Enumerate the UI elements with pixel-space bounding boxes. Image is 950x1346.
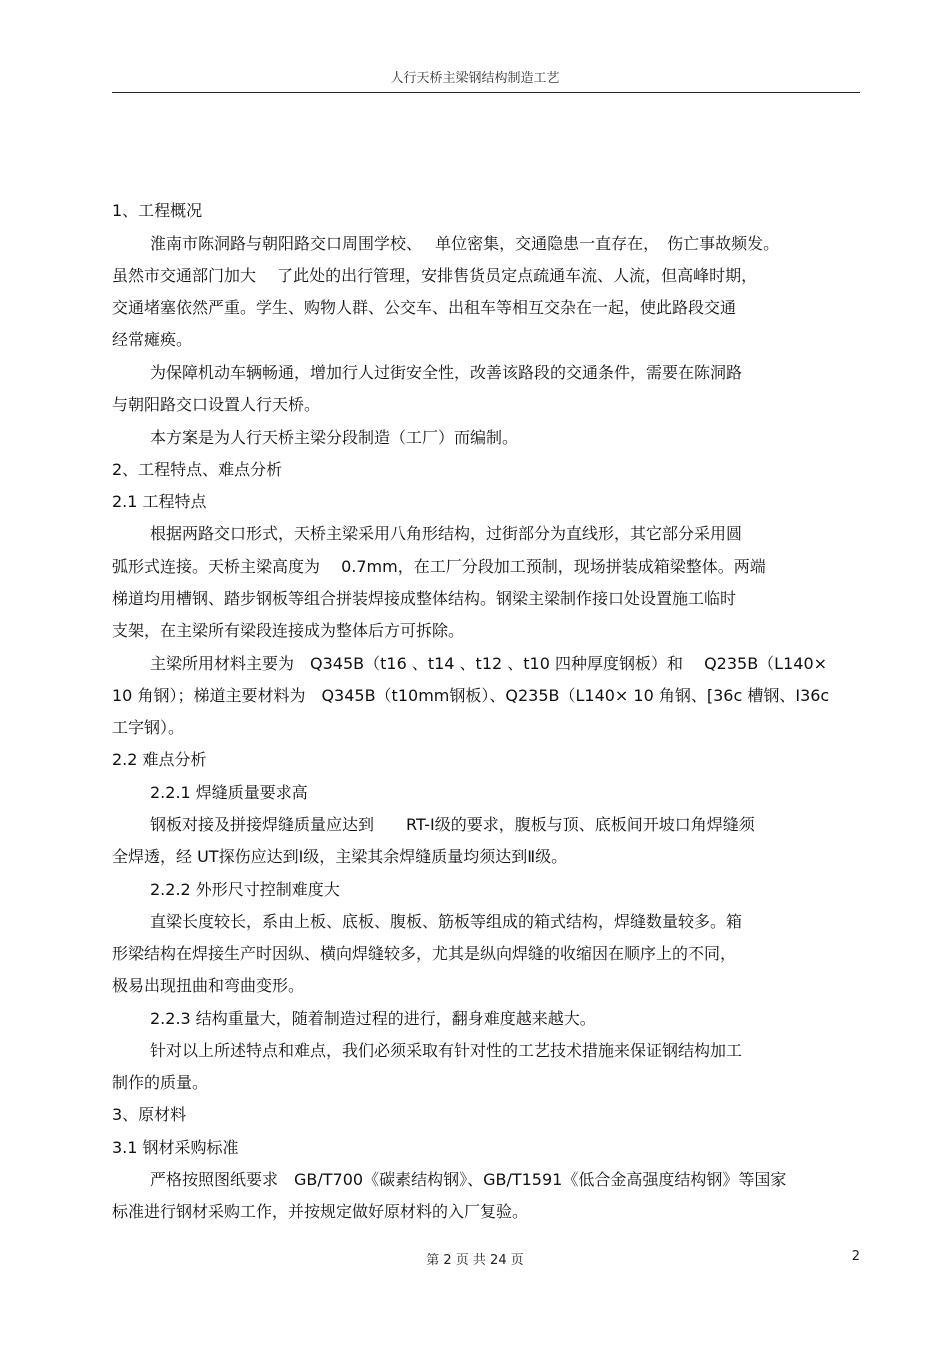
paragraph-line: 支架，在主梁所有梁段连接成为整体后方可拆除。	[112, 621, 465, 640]
subsubsection-heading: 2.2.2 外形尺寸控制难度大	[150, 880, 340, 899]
subsection-heading: 2.2 难点分析	[112, 750, 207, 769]
paragraph-line: 工字钢）。	[112, 718, 185, 737]
paragraph-line: 10 角钢）；梯道主要材料为 Q345B（t10mm钢板）、Q235B（L140× 10 角钢、[36c 槽钢、I36c	[112, 686, 830, 705]
paragraph-line: 为保障机动车辆畅通，增加行人过街安全性，改善该路段的交通条件，需要在陈洞路	[150, 363, 743, 382]
paragraph-line: 制作的质量。	[112, 1073, 209, 1092]
page-counter: 第 2 页 共 24 页	[426, 1253, 524, 1268]
paragraph-line: 形梁结构在焊接生产时因纵、横向焊缝较多，尤其是纵向焊缝的收缩因在顺序上的不同，	[112, 944, 737, 963]
paragraph-line: 全焊透，经 UT探伤应达到Ⅰ级，主梁其余焊缝质量均须达到Ⅱ级。	[112, 847, 568, 866]
header-divider	[112, 92, 860, 93]
paragraph-line: 针对以上所述特点和难点，我们必须采取有针对性的工艺技术措施来保证钢结构加工	[150, 1041, 743, 1060]
section-heading: 3、原材料	[112, 1105, 187, 1124]
paragraph-line: 与朝阳路交口设置人行天桥。	[112, 395, 321, 414]
running-header: 人行天桥主梁钢结构制造工艺	[390, 71, 560, 86]
paragraph-line: 直梁长度较长，系由上板、底板、腹板、筋板等组成的箱式结构，焊缝数量较多。箱	[150, 912, 743, 931]
paragraph-line: 严格按照图纸要求 GB/T700《碳素结构钢》、GB/T1591《低合金高强度结构钢》等国家	[150, 1170, 787, 1189]
paragraph-line: 主梁所用材料主要为 Q345B（t16 、t14 、t12 、t10 四种厚度钢板）和 Q235B（L140×	[150, 654, 828, 673]
subsection-heading: 2.1 工程特点	[112, 492, 207, 511]
paragraph-line: 淮南市陈洞路与朝阳路交口周围学校、 单位密集，交通隐患一直存在， 伤亡事故频发。	[150, 234, 780, 253]
page-number: 2	[851, 1249, 860, 1264]
section-heading: 1、工程概况	[112, 201, 203, 220]
paragraph-line: 本方案是为人行天桥主梁分段制造（工厂）而编制。	[150, 428, 519, 447]
subsubsection-heading: 2.2.1 焊缝质量要求高	[150, 783, 308, 802]
paragraph-line: 根据两路交口形式，天桥主梁采用八角形结构，过街部分为直线形，其它部分采用圆	[150, 524, 743, 543]
subsubsection-heading: 2.2.3 结构重量大，随着制造过程的进行，翻身难度越来越大。	[150, 1009, 596, 1028]
paragraph-line: 交通堵塞依然严重。学生、购物人群、公交车、出租车等相互交杂在一起，使此路段交通	[112, 298, 737, 317]
paragraph-line: 标准进行钢材采购工作，并按规定做好原材料的入厂复验。	[112, 1202, 529, 1221]
section-heading: 2、工程特点、难点分析	[112, 460, 283, 479]
paragraph-line: 钢板对接及拼接焊缝质量应达到 RT-Ⅰ级的要求，腹板与顶、底板间开坡口角焊缝须	[150, 815, 755, 834]
paragraph-line: 弧形式连接。天桥主梁高度为 0.7mm，在工厂分段加工预制，现场拼装成箱梁整体。两端	[112, 557, 766, 576]
paragraph-line: 梯道均用槽钢、踏步钢板等组合拼装焊接成整体结构。钢梁主梁制作接口处设置施工临时	[112, 589, 737, 608]
paragraph-line: 虽然市交通部门加大 了此处的出行管理，安排售货员定点疏通车流、人流，但高峰时期，	[112, 266, 758, 285]
paragraph-line: 极易出现扭曲和弯曲变形。	[112, 976, 305, 995]
paragraph-line: 经常瘫痪。	[112, 330, 193, 349]
subsection-heading: 3.1 钢材采购标准	[112, 1138, 239, 1157]
